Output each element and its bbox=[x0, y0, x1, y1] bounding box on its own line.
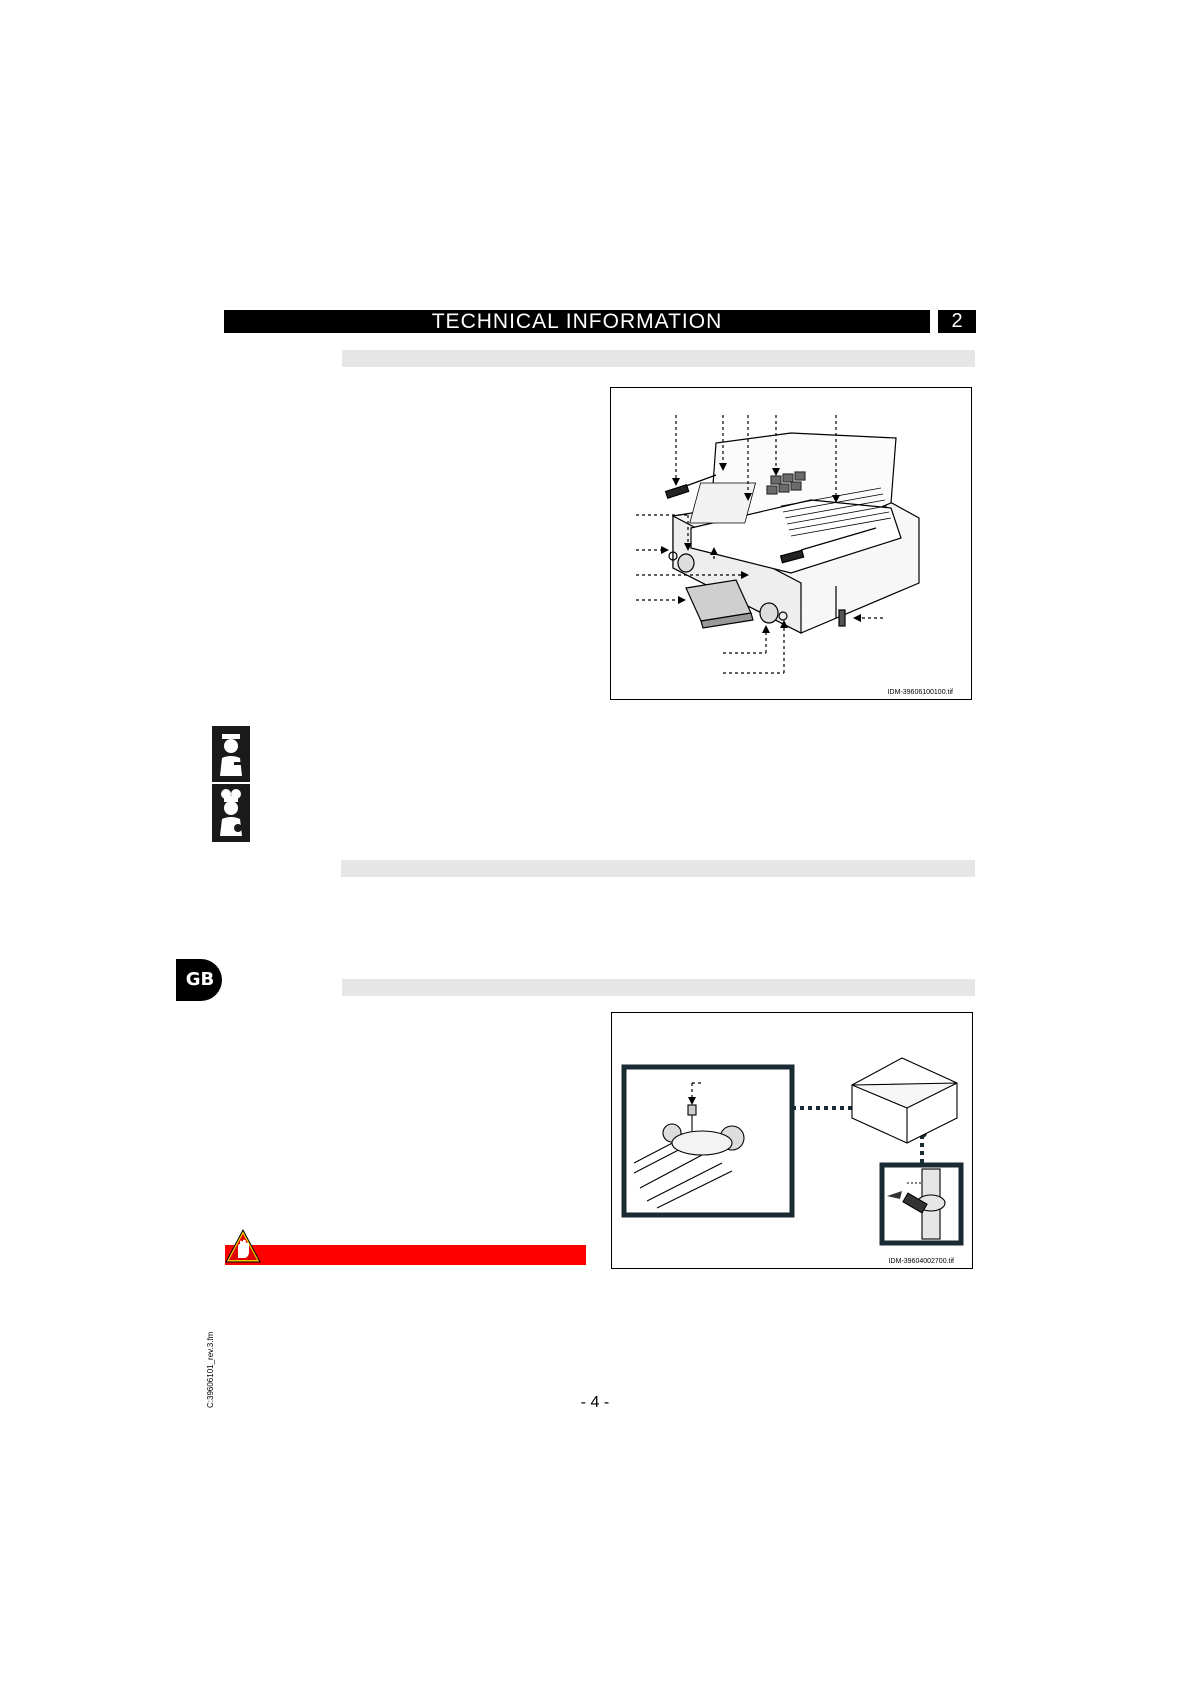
technician-icon bbox=[212, 726, 250, 782]
page-title: TECHNICAL INFORMATION bbox=[224, 310, 930, 333]
appliance-overview-figure bbox=[610, 387, 972, 700]
figure-caption: IDM-39604002700.tif bbox=[888, 1258, 954, 1265]
chef-icon bbox=[212, 784, 250, 842]
language-tab: GB bbox=[176, 959, 222, 1001]
burner-assembly-figure bbox=[611, 1012, 973, 1269]
figure-caption: IDM-39606100100.tif bbox=[887, 689, 953, 696]
chapter-number: 2 bbox=[938, 310, 976, 333]
section-heading-bar-2 bbox=[341, 860, 975, 877]
danger-warning-bar bbox=[225, 1245, 586, 1265]
section-heading-bar-1 bbox=[342, 350, 975, 367]
appliance-drawing bbox=[611, 388, 971, 699]
hand-stop-warning-icon bbox=[225, 1229, 261, 1263]
document-code: C:39606101_rev.3.fm bbox=[206, 1331, 215, 1408]
section-heading-bar-3 bbox=[342, 979, 975, 996]
page-number: - 4 - bbox=[580, 1394, 610, 1411]
burner-drawing bbox=[612, 1013, 972, 1268]
